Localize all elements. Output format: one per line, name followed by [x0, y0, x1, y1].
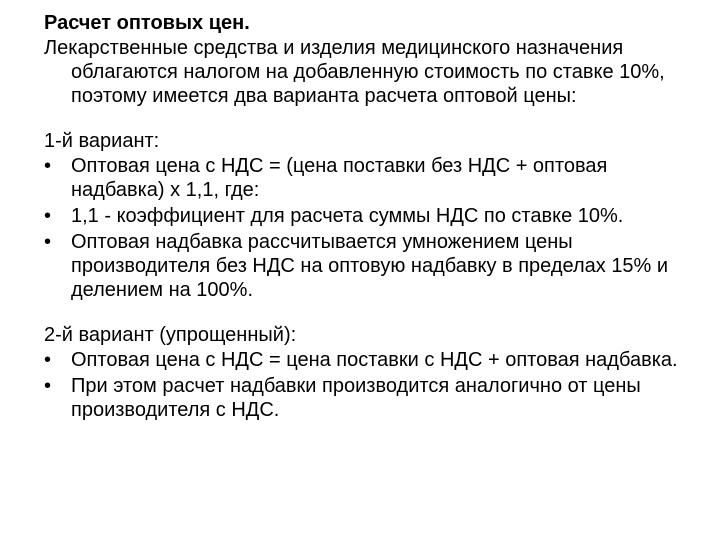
list-item	[44, 374, 694, 422]
list-item-text: 1,1 - коэффициент для расчета суммы НДС по ставке 10%.	[71, 205, 624, 227]
variant-1-heading: 1-й вариант:	[44, 130, 160, 152]
bullet-icon: •	[44, 231, 52, 253]
variant-2-heading: 2-й вариант (упрощенный):	[44, 324, 297, 346]
list-item-text: Оптовая надбавка рассчитывается умножением цены производителя без НДС на оптовую надбавку в пределах 15% и делением на 100%.	[71, 231, 669, 301]
list-item-text: При этом расчет надбавки производится аналогично от цены производителя с НДС.	[71, 375, 641, 421]
list-item	[44, 204, 694, 228]
variant-2-section	[44, 322, 694, 422]
bullet-icon: •	[44, 155, 52, 177]
list-item-text: Оптовая цена с НДС = (цена поставки без НДС + оптовая надбавка) х 1,1, где:	[71, 155, 608, 201]
slide-title: Расчет оптовых цен.	[44, 12, 250, 34]
variant-1-section	[44, 128, 694, 302]
variant-1-list	[44, 154, 694, 302]
list-item-text: Оптовая цена с НДС = цена поставки с НДС + оптовая надбавка.	[71, 349, 678, 371]
list-item	[44, 154, 694, 202]
slide-content	[44, 10, 694, 424]
bullet-icon: •	[44, 205, 52, 227]
bullet-icon: •	[44, 375, 52, 397]
list-item	[44, 348, 694, 372]
bullet-icon: •	[44, 349, 52, 371]
list-item	[44, 230, 694, 302]
variant-2-list	[44, 348, 694, 422]
intro-paragraph: Лекарственные средства и изделия медицинского назначения облагаются налогом на добавленную стоимость по ставке 10%, поэтому имеется два варианта расчета оптовой цены:	[44, 37, 665, 107]
